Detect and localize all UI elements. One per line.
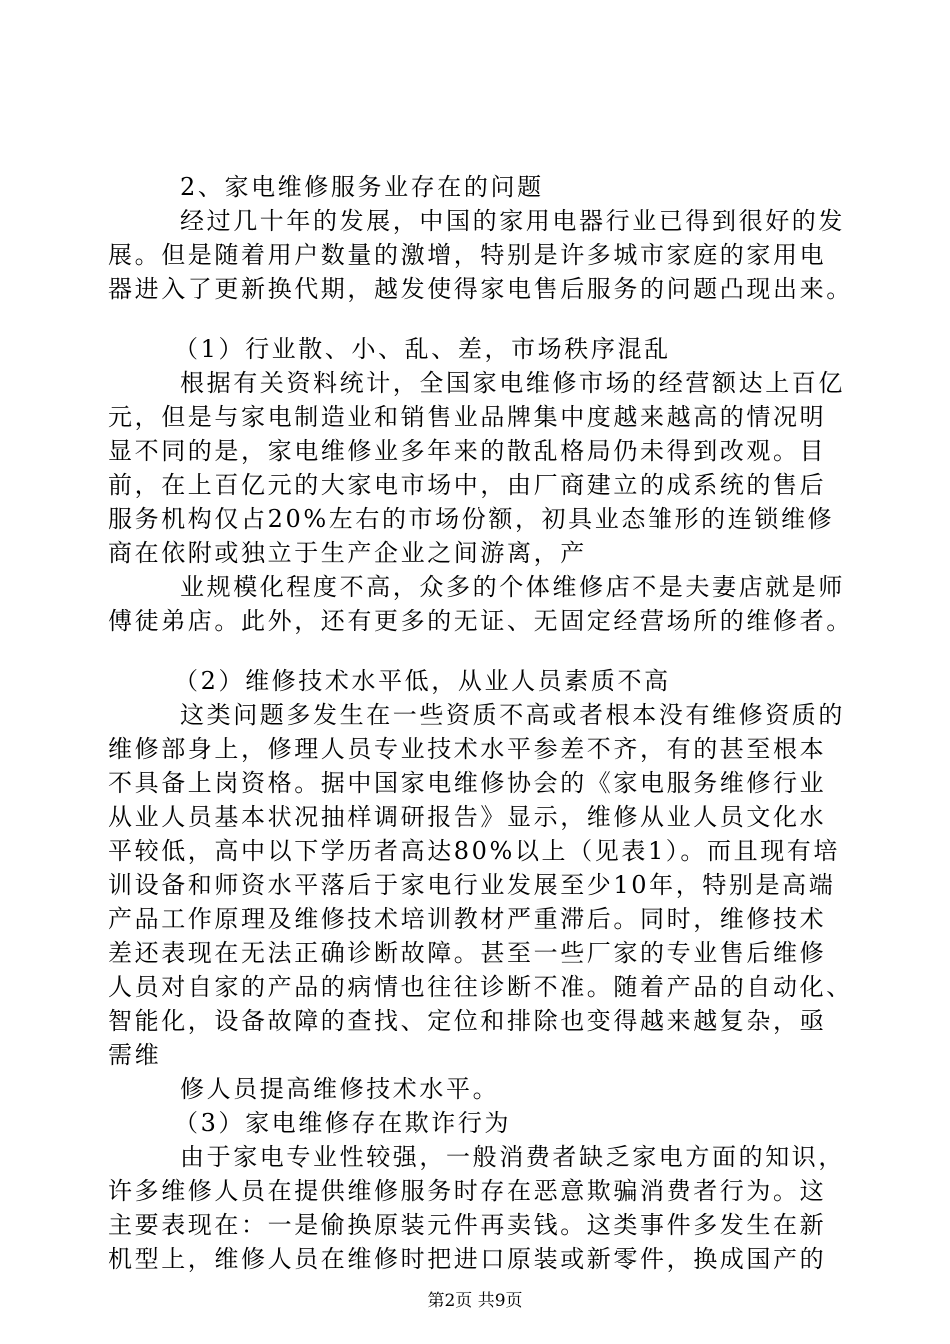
paragraph-line: 经过几十年的发展，中国的家用电器行业已得到很好的发 [180,207,845,235]
paragraph-line: 展。但是随着用户数量的激增，特别是许多城市家庭的家用电 [108,241,827,269]
paragraph-line: 这类问题多发生在一些资质不高或者根本没有维修资质的 [180,701,845,729]
paragraph-line: 差还表现在无法正确诊断故障。甚至一些厂家的专业售后维修 [108,939,827,967]
paragraph-line: 修人员提高维修技术水平。 [180,1075,500,1103]
subsection-heading: （1）行业散、小、乱、差，市场秩序混乱 [174,335,671,363]
paragraph-line: 不具备上岗资格。据中国家电维修协会的《家电服务维修行业 [108,769,827,797]
subsection-heading: （2）维修技术水平低，从业人员素质不高 [174,667,671,695]
paragraph-line: 从业人员基本状况抽样调研报告》显示，维修从业人员文化水 [108,803,827,831]
paragraph-line: 服务机构仅占20%左右的市场份额，初具业态雏形的连锁维修 [108,505,835,533]
paragraph-line: 维修部身上，修理人员专业技术水平参差不齐，有的甚至根本 [108,735,827,763]
paragraph-line: 机型上，维修人员在维修时把进口原装或新零件，换成国产的 [108,1245,827,1273]
paragraph-line: 产品工作原理及维修技术培训教材严重滞后。同时，维修技术 [108,905,827,933]
paragraph-line: 显不同的是，家电维修业多年来的散乱格局仍未得到改观。目 [108,437,827,465]
paragraph-line: 训设备和师资水平落后于家电行业发展至少10年，特别是高端 [108,871,836,899]
paragraph-line: 许多维修人员在提供维修服务时存在恶意欺骗消费者行为。这 [108,1177,827,1205]
paragraph-line: 前，在上百亿元的大家电市场中，由厂商建立的成系统的售后 [108,471,827,499]
subsection-heading: （3）家电维修存在欺诈行为 [174,1109,512,1137]
paragraph-line: 根据有关资料统计，全国家电维修市场的经营额达上百亿 [180,369,845,397]
paragraph-line: 傅徒弟店。此外，还有更多的无证、无固定经营场所的维修者。 [108,607,853,635]
paragraph-line: 平较低，高中以下学历者高达80%以上（见表1）。而且现有培 [108,837,841,865]
paragraph-line: 由于家电专业性较强，一般消费者缺乏家电方面的知识， [180,1143,845,1171]
section-heading: 2、家电维修服务业存在的问题 [180,173,544,201]
paragraph-line: 器进入了更新换代期，越发使得家电售后服务的问题凸现出来。 [108,275,853,303]
paragraph-line: 业规模化程度不高，众多的个体维修店不是夫妻店就是师 [180,573,845,601]
page-number-footer: 第2页 共9页 [427,1291,523,1311]
paragraph-line: 需维 [108,1041,162,1069]
paragraph-line: 人员对自家的产品的病情也往往诊断不准。随着产品的自动化、 [108,973,853,1001]
paragraph-line: 元，但是与家电制造业和销售业品牌集中度越来越高的情况明 [108,403,827,431]
paragraph-line: 智能化，设备故障的查找、定位和排除也变得越来越复杂，亟 [108,1007,827,1035]
paragraph-line: 商在依附或独立于生产企业之间游离，产 [108,539,587,567]
paragraph-line: 主要表现在：一是偷换原装元件再卖钱。这类事件多发生在新 [108,1211,827,1239]
